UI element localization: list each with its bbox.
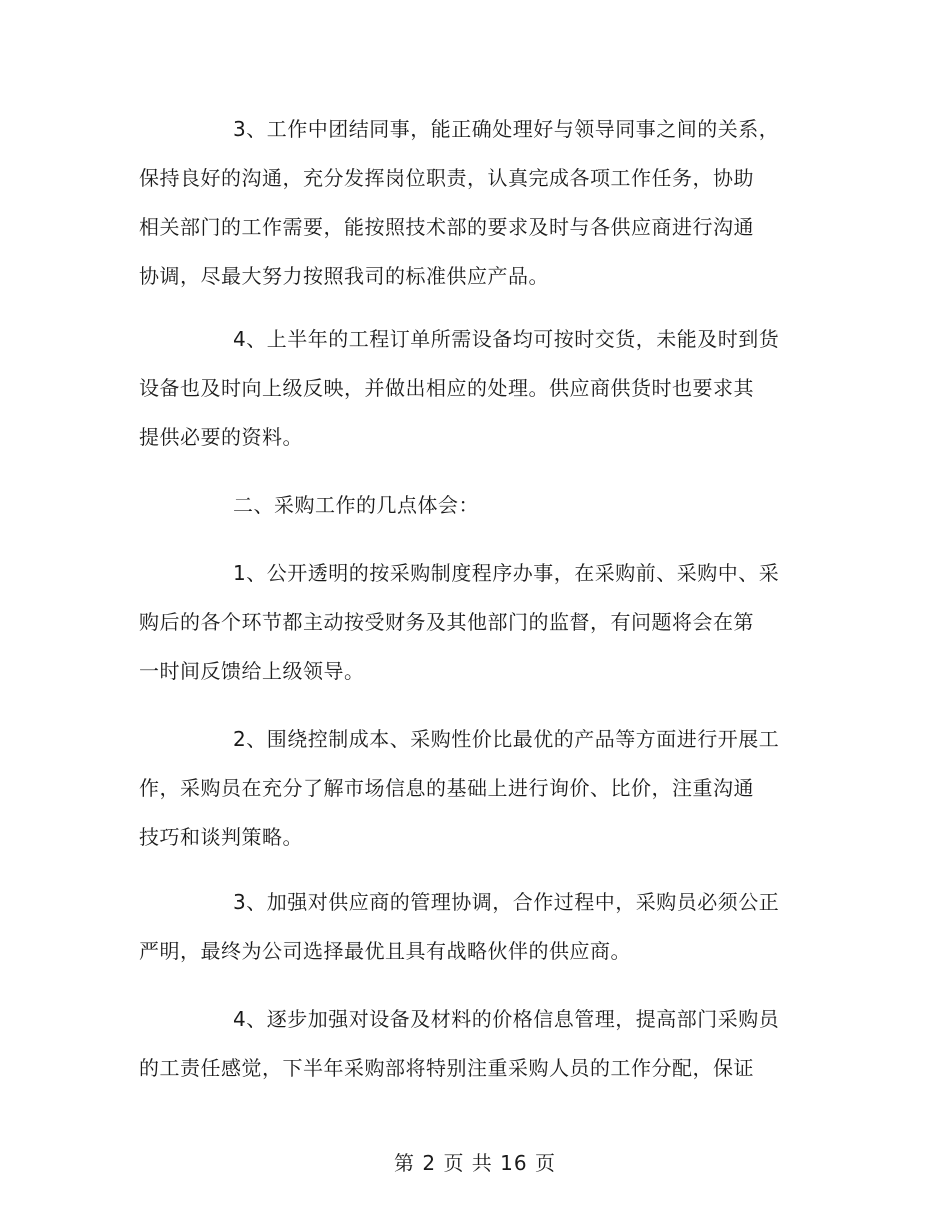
paragraph-line: 4、逐步加强对设备及材料的价格信息管理，提高部门采购员 [233,1007,780,1031]
paragraph-line: 严明，最终为公司选择最优且具有战略伙伴的供应商。 [139,939,631,963]
section-heading-text: 二、采购工作的几点体会： [233,493,479,517]
paragraph-line: 提供必要的资料。 [139,425,303,449]
paragraph-line: 1、公开透明的按采购制度程序办事，在采购前、采购中、采 [233,561,780,585]
paragraph-line: 保持良好的沟通，充分发挥岗位职责，认真完成各项工作任务，协助 [139,166,754,190]
paragraph-line: 4、上半年的工程订单所需设备均可按时交货，未能及时到货 [233,327,780,351]
paragraph-line: 3、工作中团结同事，能正确处理好与领导同事之间的关系， [233,117,780,141]
page-number-footer: 第 2 页 共 16 页 [394,1151,556,1175]
paragraph-1 [139,105,779,301]
paragraph-5 [139,878,779,976]
paragraph-4 [139,715,779,862]
section-heading [139,481,779,530]
paragraph-line: 一时间反馈给上级领导。 [139,659,365,683]
paragraph-line: 协调，尽最大努力按照我司的标准供应产品。 [139,264,549,288]
paragraph-2 [139,315,779,462]
paragraph-line: 2、围绕控制成本、采购性价比最优的产品等方面进行开展工 [233,727,780,751]
paragraph-line: 的工责任感觉，下半年采购部将特别注重采购人员的工作分配，保证 [139,1056,754,1080]
paragraph-line: 设备也及时向上级反映，并做出相应的处理。供应商供货时也要求其 [139,376,754,400]
paragraph-line: 技巧和谈判策略。 [139,825,303,849]
paragraph-6 [139,995,779,1093]
paragraph-line: 作，采购员在充分了解市场信息的基础上进行询价、比价，注重沟通 [139,776,754,800]
paragraph-line: 相关部门的工作需要，能按照技术部的要求及时与各供应商进行沟通 [139,215,754,239]
paragraph-3 [139,549,779,696]
paragraph-line: 3、加强对供应商的管理协调，合作过程中，采购员必须公正 [233,890,780,914]
paragraph-line: 购后的各个环节都主动按受财务及其他部门的监督，有问题将会在第 [139,610,754,634]
